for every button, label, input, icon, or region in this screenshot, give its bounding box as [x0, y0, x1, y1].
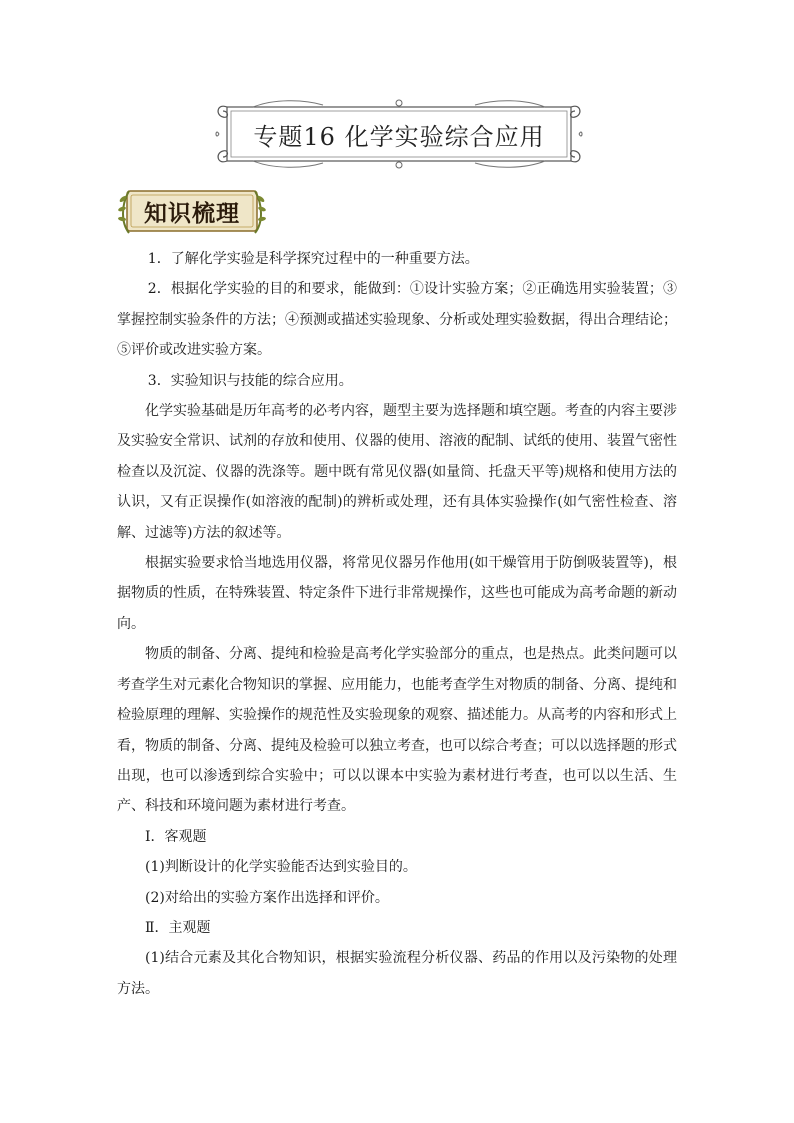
list-item: (2)对给出的实验方案作出选择和评价。 — [145, 889, 389, 906]
main-content — [117, 244, 677, 1004]
section-badge — [117, 183, 267, 239]
list-item: (1)结合元素及其化合物知识，根据实验流程分析仪器、药品的作用以及污染物的处理方法。 — [117, 950, 677, 997]
page-title: 专题16 化学实验综合应用 — [253, 122, 545, 151]
section-title: 知识梳理 — [144, 200, 240, 227]
paragraph: 3．实验知识与技能的综合应用。 — [147, 372, 353, 389]
paragraph: 根据实验要求恰当地选用仪器，将常见仪器另作他用(如干燥管用于防倒吸装置等)，根据物质的性质，在特殊装置、特定条件下进行非常规操作，这些也可能成为高考命题的新动向。 — [117, 555, 677, 632]
paragraph: 1．了解化学实验是科学探究过程中的一种重要方法。 — [147, 251, 479, 267]
subheading: Ⅱ．主观题 — [145, 919, 211, 936]
paragraph: 物质的制备、分离、提纯和检验是高考化学实验部分的重点，也是热点。此类问题可以考查学生对元素化合物知识的掌握、应用能力，也能考查学生对物质的制备、分离、提纯和检验原理的理解、实验操作的规范性及实验现象的观察、描述能力。从高考的内容和形式上看，物质的制备、分离、提纯及检验可以独立考查，也可以综合考查；可以以选择题的形式出现，也可以渗透到综合实验中；可以以课本中实验为素材进行考查，也可以以生活、生产、科技和环境问题为素材进行考查。 — [117, 646, 677, 815]
subheading: Ⅰ．客观题 — [145, 828, 207, 845]
paragraph: 化学实验基础是历年高考的必考内容，题型主要为选择题和填空题。考查的内容主要涉及实验安全常识、试剂的存放和使用、仪器的使用、溶液的配制、试纸的使用、装置气密性检查以及沉淀、仪器的洗涤等。题中既有常见仪器(如量筒、托盘天平等)规格和使用方法的认识，又有正误操作(如溶液的配制)的辨析或处理，还有具体实验操作(如气密性检查、溶解、过滤等)方法的叙述等。 — [117, 403, 677, 541]
paragraph: 2．根据化学实验的目的和要求，能做到：①设计实验方案；②正确选用实验装置；③掌握控制实验条件的方法；④预测或描述实验现象、分析或处理实验数据，得出合理结论；⑤评价或改进实验方案。 — [117, 281, 677, 359]
list-item: (1)判断设计的化学实验能否达到实验目的。 — [145, 859, 417, 876]
title-banner — [213, 97, 585, 171]
